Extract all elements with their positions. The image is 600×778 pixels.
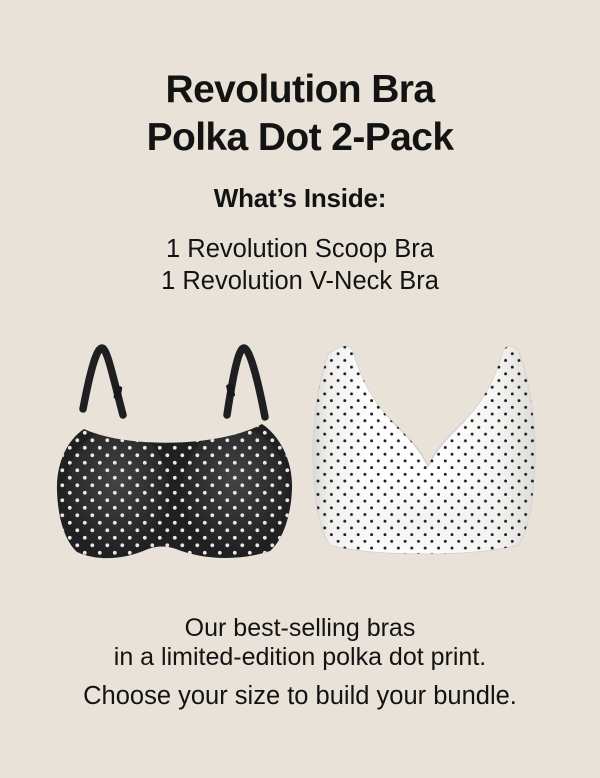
title-line-2: Polka Dot 2-Pack	[146, 116, 454, 159]
scoop-bra-right-strap	[227, 348, 265, 417]
scoop-bra-left-strap	[83, 348, 123, 415]
choose-size-text: Choose your size to build your bundle.	[83, 682, 517, 710]
v-neck-bra-image	[308, 337, 540, 563]
list-item-scoop-bra: 1 Revolution Scoop Bra	[166, 235, 434, 263]
product-description	[0, 614, 600, 672]
whats-inside-heading: What’s Inside:	[213, 183, 387, 213]
title-line-1: Revolution Bra	[165, 68, 435, 111]
description-line-2: in a limited-edition polka dot print.	[113, 643, 487, 671]
scoop-bra-image	[51, 339, 299, 565]
bundle-contents-list	[0, 233, 600, 297]
description-line-1: Our best-selling bras	[184, 614, 416, 642]
page-title	[0, 66, 600, 162]
list-item-vneck-bra: 1 Revolution V-Neck Bra	[161, 267, 439, 295]
